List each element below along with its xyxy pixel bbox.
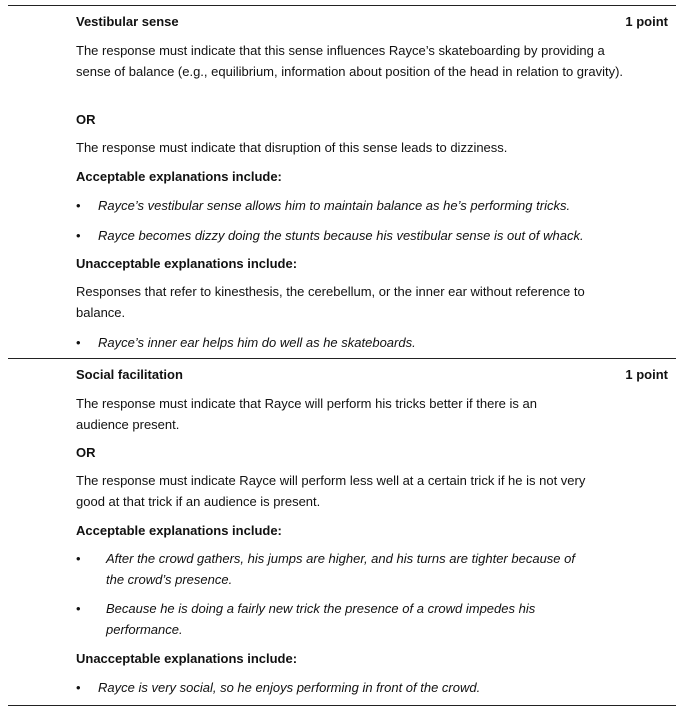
rubric-section-vestibular [8, 5, 676, 358]
bullet-icon: • [76, 228, 81, 243]
requirement-paragraph-alt: The response must indicate that disruption of this sense leads to dizziness. [76, 140, 508, 155]
unacceptable-heading: Unacceptable explanations include: [76, 651, 298, 666]
requirement-paragraph-alt: The response must indicate Rayce will perform less well at a certain trick if he is not very good at that trick if an audience is present. [76, 473, 586, 509]
or-label: OR [76, 112, 96, 127]
or-label: OR [76, 445, 96, 460]
list-item-text: Rayce is very social, so he enjoys performing in front of the crowd. [98, 680, 481, 695]
list-item-text: Rayce’s vestibular sense allows him to maintain balance as he’s performing tricks. [98, 198, 571, 213]
bullet-icon: • [76, 198, 81, 213]
list-item-text: After the crowd gathers, his jumps are higher, and his turns are tighter because of the crowd’s presence. [106, 551, 575, 587]
section-heading: Social facilitation [76, 367, 183, 382]
bullet-icon: • [76, 551, 81, 566]
list-item-text: Because he is doing a fairly new trick the presence of a crowd impedes his performance. [106, 601, 536, 637]
points-label: 1 point [625, 14, 668, 29]
acceptable-heading: Acceptable explanations include: [76, 169, 282, 184]
requirement-paragraph: The response must indicate that this sense influences Rayce’s skateboarding by providing a sense of balance (e.g., equilibrium, information about position of the head in relation to gravity). [76, 43, 624, 79]
rubric-section-social-facilitation [8, 358, 676, 706]
unacceptable-paragraph: Responses that refer to kinesthesis, the cerebellum, or the inner ear without reference to balance. [76, 284, 585, 320]
bullet-icon: • [76, 680, 81, 695]
bullet-icon: • [76, 601, 81, 616]
list-item-text: Rayce’s inner ear helps him do well as he skateboards. [98, 335, 416, 350]
list-item-text: Rayce becomes dizzy doing the stunts because his vestibular sense is out of whack. [98, 228, 584, 243]
acceptable-heading: Acceptable explanations include: [76, 523, 282, 538]
bullet-icon: • [76, 335, 81, 350]
points-label: 1 point [625, 367, 668, 382]
unacceptable-heading: Unacceptable explanations include: [76, 256, 298, 271]
requirement-paragraph: The response must indicate that Rayce will perform his tricks better if there is an audience present. [76, 396, 537, 432]
section-heading: Vestibular sense [76, 14, 179, 29]
